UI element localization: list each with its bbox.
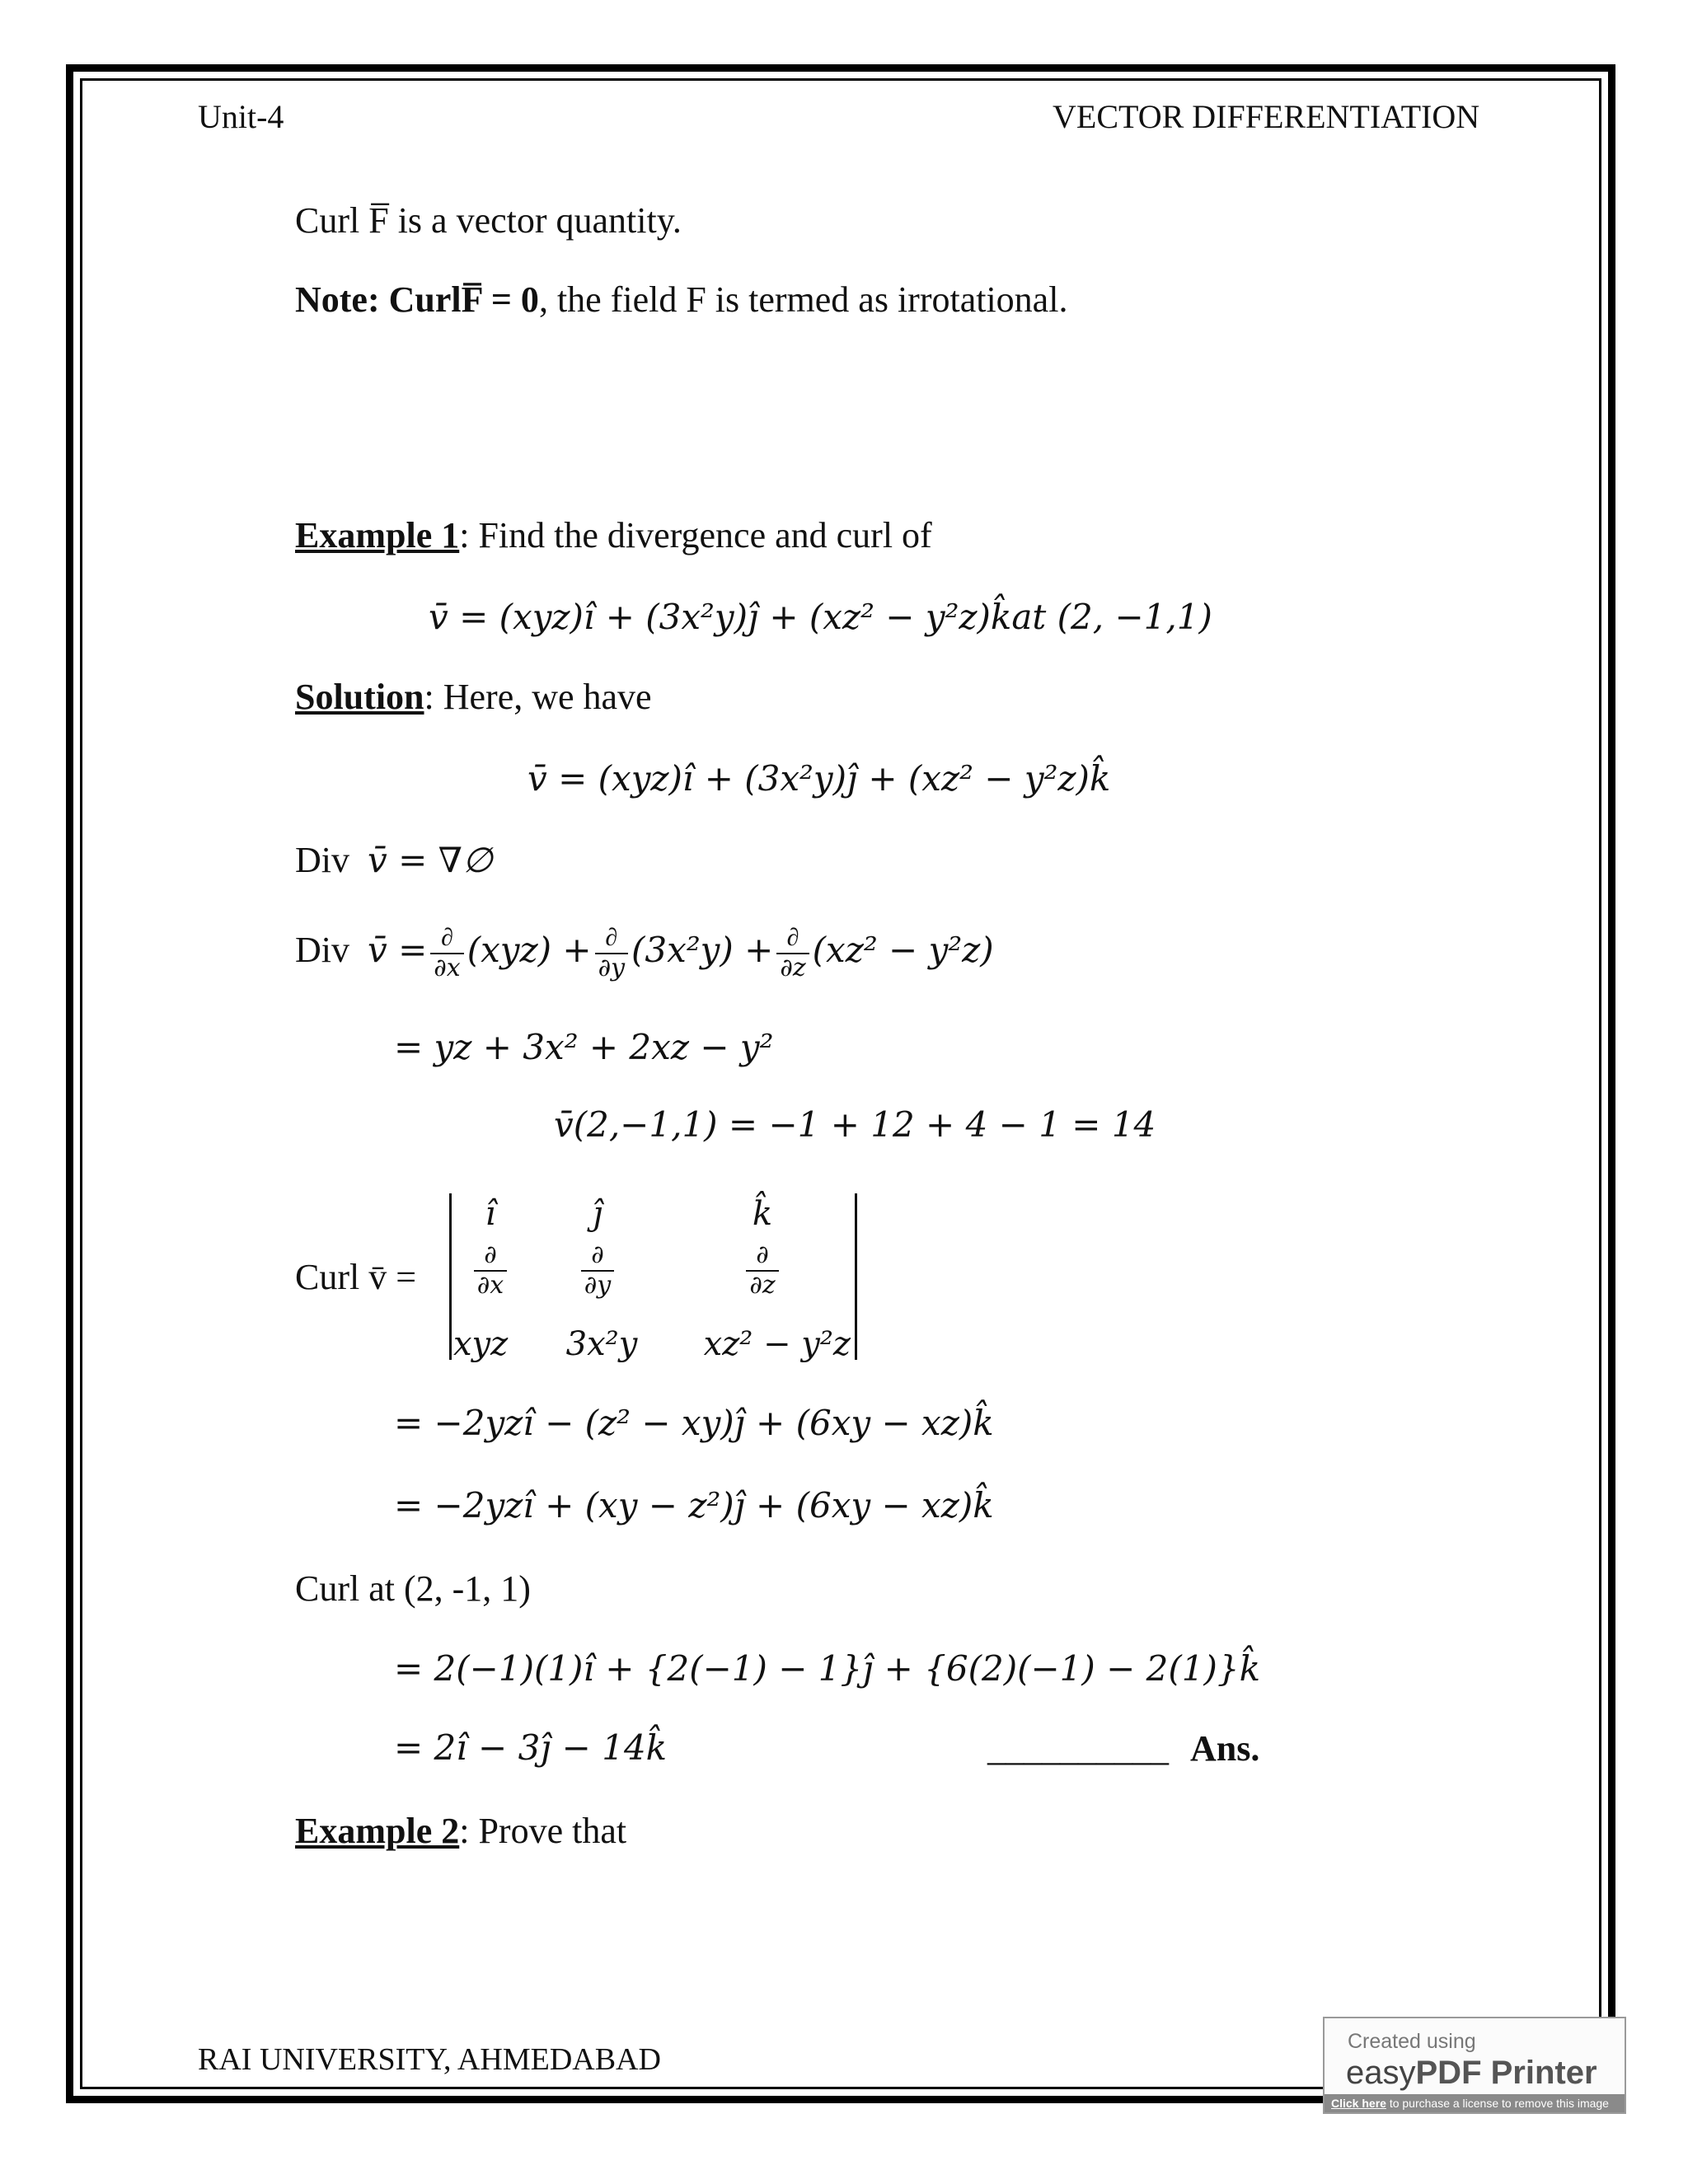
curl-step-3: = 2(−1)(1)î + {2(−1) − 1}ĵ + {6(2)(−1) − 2(1)}k̂: [394, 1648, 1261, 1689]
example1-heading: [295, 515, 932, 555]
watermark-purchase-link[interactable]: Click here to purchase a license to remove this image: [1325, 2094, 1625, 2112]
footer-institution: RAI UNIVERSITY, AHMEDABAD: [198, 2042, 661, 2077]
partial-z: $\frac{\partial}{\partial z}$: [776, 924, 809, 982]
note-bold-math: F̅ = 0: [461, 279, 539, 320]
div-definition: [295, 842, 493, 879]
example2-heading: [295, 1813, 626, 1849]
example1-text: : Find the divergence and curl of: [459, 515, 932, 555]
div-result: = yz + 3x² + 2xz − y²: [394, 1027, 774, 1067]
note-rest: , the field F is termed as irrotational.: [538, 279, 1068, 320]
solution-equation: v̄ = (xyz)î + (3x²y)ĵ + (xz² − y²z)k̂: [528, 758, 1111, 799]
det-i-hat: î: [485, 1195, 496, 1233]
example1-equation: v̄ = (xyz)î + (3x²y)ĵ + (xz² − y²z)k̂at (2, −1,1): [429, 597, 1212, 637]
det-xz2-y2z: xz² − y²z: [703, 1325, 851, 1363]
det-partial-x: $\frac{\partial}{\partial x}$: [462, 1241, 519, 1300]
det-3x2y: 3x²y: [565, 1325, 638, 1363]
div2-term-2: (3x²y) +: [631, 930, 774, 970]
answer-label: Ans.: [1190, 1728, 1260, 1769]
watermark-brand: easyPDF Printer: [1346, 2055, 1597, 2091]
easypdf-watermark[interactable]: [1323, 2017, 1626, 2114]
div2-prefix: Div: [295, 930, 349, 970]
curl-result: = 2î − 3ĵ − 14k̂: [394, 1727, 668, 1768]
header-title: VECTOR DIFFERENTIATION: [1053, 98, 1480, 135]
example2-text: : Prove that: [459, 1811, 627, 1851]
det-k-hat: k̂: [752, 1195, 773, 1233]
curl-at-point: Curl at (2, -1, 1): [295, 1568, 531, 1609]
example2-label: Example 2: [295, 1811, 460, 1851]
partial-y: $\frac{\partial}{\partial y}$: [595, 924, 628, 982]
det-j-hat: ĵ: [592, 1195, 603, 1233]
curl-step-1: = −2yzî − (z² − xy)ĵ + (6xy − xz)k̂: [394, 1403, 994, 1443]
solution-heading: [295, 679, 652, 715]
curl-step-2: = −2yzî + (xy − z²)ĵ + (6xy − xz)k̂: [394, 1485, 994, 1526]
note-line: [295, 279, 1068, 320]
answer-blank: __________: [987, 1728, 1169, 1769]
curl-vector-statement: Curl F̅ is a vector quantity.: [295, 200, 682, 241]
header-unit: Unit-4: [198, 98, 284, 135]
determinant-left-bar: [449, 1193, 452, 1360]
curl-label: Curl v̄ =: [295, 1257, 417, 1297]
det-xyz: xyz: [453, 1325, 509, 1363]
solution-label: Solution: [295, 677, 424, 717]
div-prefix: Div: [295, 840, 349, 880]
div2-term-1: (xyz) +: [467, 930, 592, 970]
div-expansion: [295, 913, 994, 987]
note-label: Note: Curl: [295, 279, 462, 320]
div2-term-3: (xz² − y²z): [812, 930, 994, 970]
determinant-right-bar: [855, 1193, 857, 1360]
page-border-inner: [80, 78, 1601, 2089]
watermark-created-using: Created using: [1348, 2030, 1476, 2053]
det-partial-y: $\frac{\partial}{\partial y}$: [569, 1241, 626, 1300]
partial-x: $\frac{\partial}{\partial x}$: [430, 924, 463, 982]
div2-lhs: v̄ =: [368, 930, 428, 970]
det-partial-z: $\frac{\partial}{\partial z}$: [734, 1241, 791, 1300]
div-value: v̄(2,−1,1) = −1 + 12 + 4 − 1 = 14: [554, 1104, 1156, 1145]
div-nabla: v̄ = ∇∅: [368, 840, 493, 880]
example1-label: Example 1: [295, 515, 460, 555]
solution-text: : Here, we have: [424, 677, 652, 717]
